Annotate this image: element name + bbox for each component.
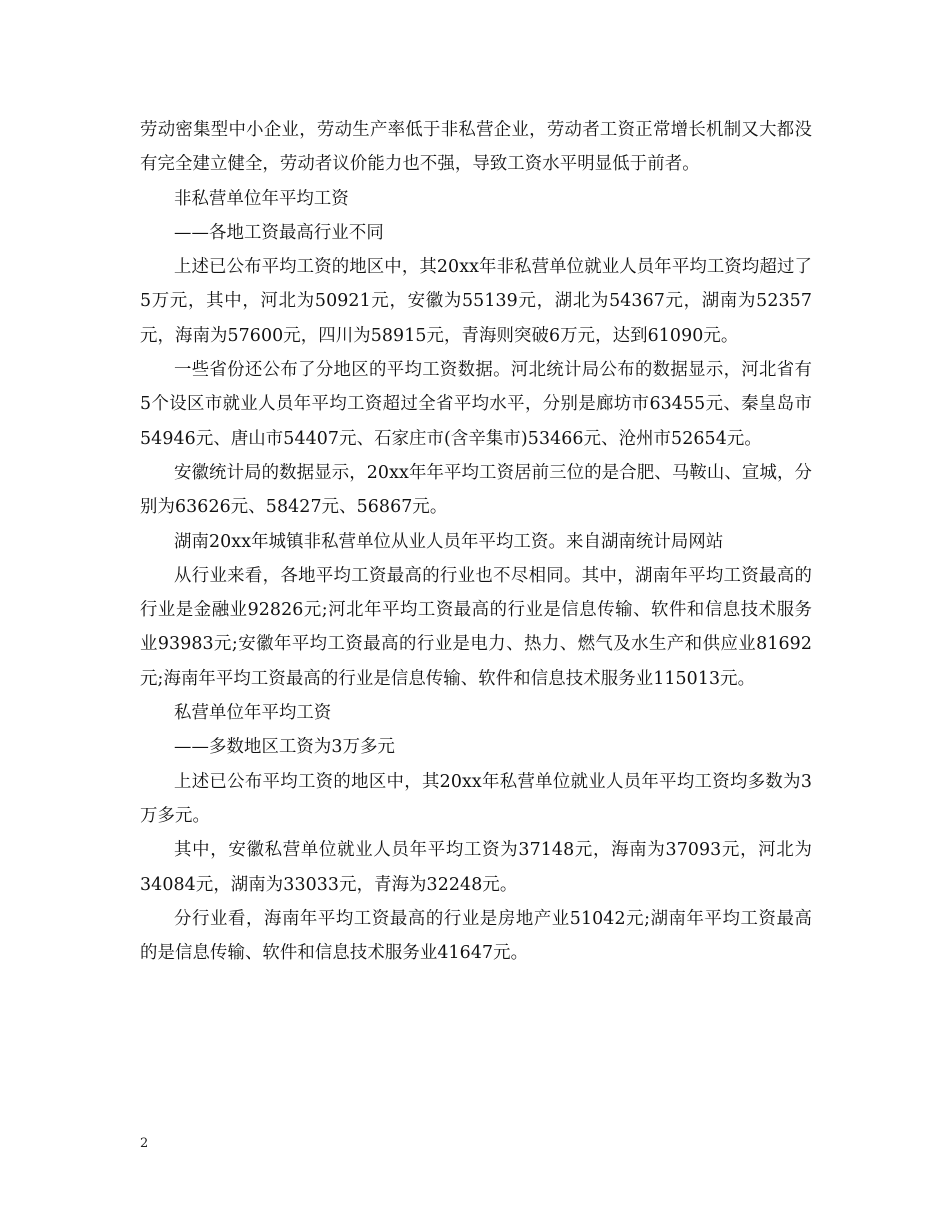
section-subheading-non-private: ——各地工资最高行业不同 (174, 222, 384, 243)
paragraph-12: 其中，安徽私营单位就业人员年平均工资为37148元，海南为37093元，河北为34084元，湖南为33033元，青海为32248元。 (140, 840, 812, 895)
section-heading-private: 私营单位年平均工资 (174, 703, 332, 724)
section-heading-non-private: 非私营单位年平均工资 (174, 188, 349, 209)
page-number: 2 (140, 1136, 149, 1151)
section-subheading-private: ——多数地区工资为3万多元 (174, 737, 396, 758)
paragraph-8: 从行业来看，各地平均工资最高的行业也不尽相同。其中，湖南年平均工资最高的行业是金融业92826元;河北年平均工资最高的行业是信息传输、软件和信息技术服务业93983元;安徽年平均工资最高的行业是电力、热力、燃气及水生产和供应业81692元;海南年平均工资最高的行业是信息传输、软件和信息技术服务业115013元。 (140, 565, 812, 689)
paragraph-4: 上述已公布平均工资的地区中，其20xx年非私营单位就业人员年平均工资均超过了5万元，其中，河北为50921元，安徽为55139元，湖北为54367元，湖南为52357元，海南为57600元，四川为58915元，青海则突破6万元，达到61090元。 (140, 257, 812, 346)
paragraph-6: 安徽统计局的数据显示，20xx年年平均工资居前三位的是合肥、马鞍山、宣城，分别为63626元、58427元、56867元。 (140, 462, 812, 518)
paragraph-5: 一些省份还公布了分地区的平均工资数据。河北统计局公布的数据显示，河北省有5个设区市就业人员年平均工资超过全省平均水平，分别是廊坊市63455元、秦皇岛市54946元、唐山市54407元、石家庄市(含辛集市)53466元、沧州市52654元。 (140, 360, 812, 449)
paragraph-7: 湖南20xx年城镇非私营单位从业人员年平均工资。来自湖南统计局网站 (174, 531, 724, 552)
body-text (140, 113, 812, 970)
paragraph-1: 劳动密集型中小企业，劳动生产率低于非私营企业，劳动者工资正常增长机制又大都没有完全建立健全，劳动者议价能力也不强，导致工资水平明显低于前者。 (140, 120, 812, 175)
paragraph-13: 分行业看，海南年平均工资最高的行业是房地产业51042元;湖南年平均工资最高的是信息传输、软件和信息技术服务业41647元。 (140, 908, 812, 964)
paragraph-11: 上述已公布平均工资的地区中，其20xx年私营单位就业人员年平均工资均多数为3万多元。 (140, 771, 812, 826)
